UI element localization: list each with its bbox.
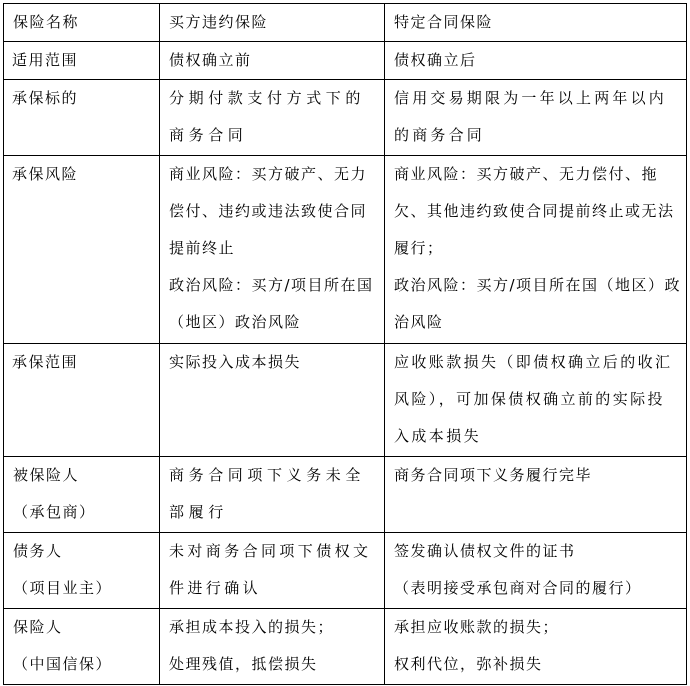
row-cell-specific-contract: 商务合同项下义务履行完毕 [385,457,687,533]
row-cell-buyer-default: 实际投入成本损失 [160,344,385,457]
row-label-insured-risk: 承保风险 [4,156,160,344]
row-label-insured-party: 被保险人 （承包商） [4,457,160,533]
political-risk-text: 政治风险：买方/项目所在国（地区）政治风险 [169,276,374,331]
row-cell-buyer-default: 未对商务合同项下债权文件进行确认 [160,533,385,609]
table-row [4,344,687,457]
table-header-row [4,4,687,42]
row-cell-buyer-default: 债权确立前 [160,42,385,80]
row-cell-buyer-default [160,156,385,344]
row-cell-specific-contract [385,156,687,344]
table-row [4,42,687,80]
table-row [4,457,687,533]
insurance-comparison-table [3,3,687,685]
row-cell-specific-contract: 承担应收账款的损失； 权利代位，弥补损失 [385,609,687,685]
row-cell-specific-contract: 债权确立后 [385,42,687,80]
row-label-insured-subject: 承保标的 [4,80,160,156]
header-insurance-name: 保险名称 [4,4,160,42]
header-buyer-default-insurance: 买方违约保险 [160,4,385,42]
row-cell-buyer-default: 分期付款支付方式下的商务合同 [160,80,385,156]
commercial-risk-text: 商业风险：买方破产、无力偿付、拖欠、其他违约致使合同提前终止或无法履行； [394,165,675,257]
row-label-insurer: 保险人 （中国信保） [4,609,160,685]
row-label-scope: 适用范围 [4,42,160,80]
commercial-risk-text: 商业风险：买方破产、无力偿付、违约或违法致使合同提前终止 [169,165,368,257]
table-row [4,533,687,609]
table-row [4,80,687,156]
row-cell-specific-contract: 应收账款损失（即债权确立后的收汇风险），可加保债权确立前的实际投入成本损失 [385,344,687,457]
row-label-debtor: 债务人 （项目业主） [4,533,160,609]
political-risk-text: 政治风险：买方/项目所在国（地区）政治风险 [394,276,682,331]
table-row [4,156,687,344]
row-cell-buyer-default: 商务合同项下义务未全部履行 [160,457,385,533]
row-cell-specific-contract: 信用交易期限为一年以上两年以内的商务合同 [385,80,687,156]
header-specific-contract-insurance: 特定合同保险 [385,4,687,42]
row-cell-buyer-default: 承担成本投入的损失； 处理残值，抵偿损失 [160,609,385,685]
table-row [4,609,687,685]
row-cell-specific-contract: 签发确认债权文件的证书 （表明接受承包商对合同的履行） [385,533,687,609]
row-label-coverage: 承保范围 [4,344,160,457]
